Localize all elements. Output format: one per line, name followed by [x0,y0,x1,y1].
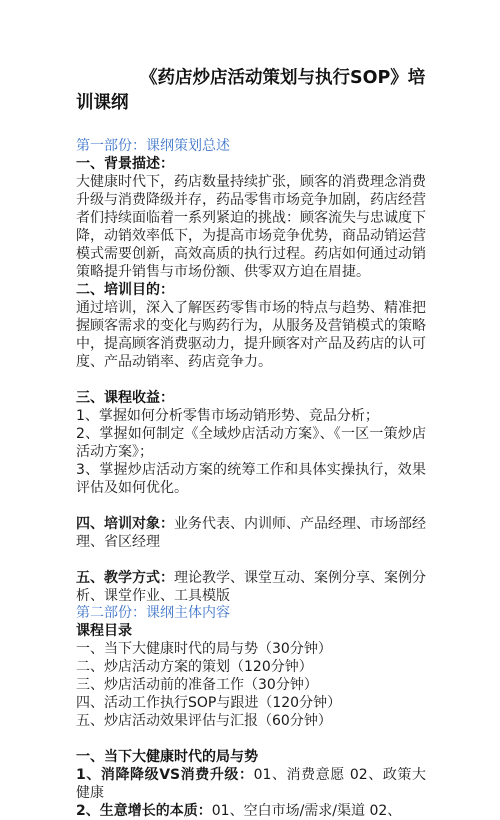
point1-label: 1、消降降级VS消费升级： [76,767,254,783]
point1-text: 01、消费意愿 02、政策大健康 [76,767,426,801]
benefit-item-3: 3、掌握炒店活动方案的统筹工作和具体实操执行，效果评估及如何优化。 [76,462,426,496]
toc-item-5: 五、炒店活动效果评估与汇报（60分钟） [76,713,332,729]
point2-text: 01、空白市场/需求/渠道 02、 [211,803,402,819]
part1-heading: 第一部份：课纲策划总述 [76,138,230,154]
section1-point-1 [76,766,426,802]
title-line-1: 《药店炒店活动策划与执行SOP》培 [140,68,426,88]
section1-point-2 [76,802,426,820]
title-line-2: 训课纲 [76,93,129,113]
method-text: 理论教学、课堂互动、案例分享、案例分析、课堂作业、工具模版 [76,570,426,604]
toc-item-4: 四、活动工作执行SOP与跟进（120分钟） [76,695,342,711]
method-paragraph [76,569,426,605]
toc-item-2: 二、炒店活动方案的策划（120分钟） [76,659,313,675]
background-heading: 一、背景描述： [76,156,174,172]
benefits-heading: 三、课程收益： [76,390,174,406]
section1-heading: 一、当下大健康时代的局与势 [76,749,258,765]
audience-heading: 四、培训对象： [76,516,174,532]
part2-heading: 第二部份：课纲主体内容 [76,605,230,621]
toc-item-3: 三、炒店活动前的准备工作（30分钟） [76,677,318,693]
background-text: 大健康时代下，药店数量持续扩张，顾客的消费理念消费升级与消费降级并存，药品零售市场竞争加剧，药店经营者们持续面临着一系列紧迫的挑战：顾客流失与忠诚度下降，动销效率低下，为提高市场竞争优势，商品动销运营模式需要创新，高效高质的执行过程。药店如何通过动销策略提升销售与市场份额、供零双方迫在眉捷。 [76,174,426,280]
benefit-item-1: 1、掌握如何分析零售市场动销形势、竞品分析； [76,408,379,424]
goal-text: 通过培训，深入了解医药零售市场的特点与趋势、精准把握顾客需求的变化与购药行为，从服务及营销模式的策略中，提高顾客消费驱动力，提升顾客对产品及药店的认可度、产品动销率、药店竞争力。 [76,300,426,370]
document-title [76,0,426,116]
method-heading: 五、教学方式： [76,570,174,586]
point2-label: 2、生意增长的本质： [76,803,212,819]
toc-heading: 课程目录 [76,623,132,639]
audience-text: 业务代表、内训师、产品经理、市场部经理、省区经理 [76,516,426,550]
benefit-item-2: 2、掌握如何制定《全域炒店活动方案》、《一区一策炒店活动方案》； [76,426,426,460]
goal-heading: 二、培训目的： [76,282,174,298]
toc-item-1: 一、当下大健康时代的局与势（30分钟） [76,641,332,657]
audience-paragraph [76,515,426,551]
